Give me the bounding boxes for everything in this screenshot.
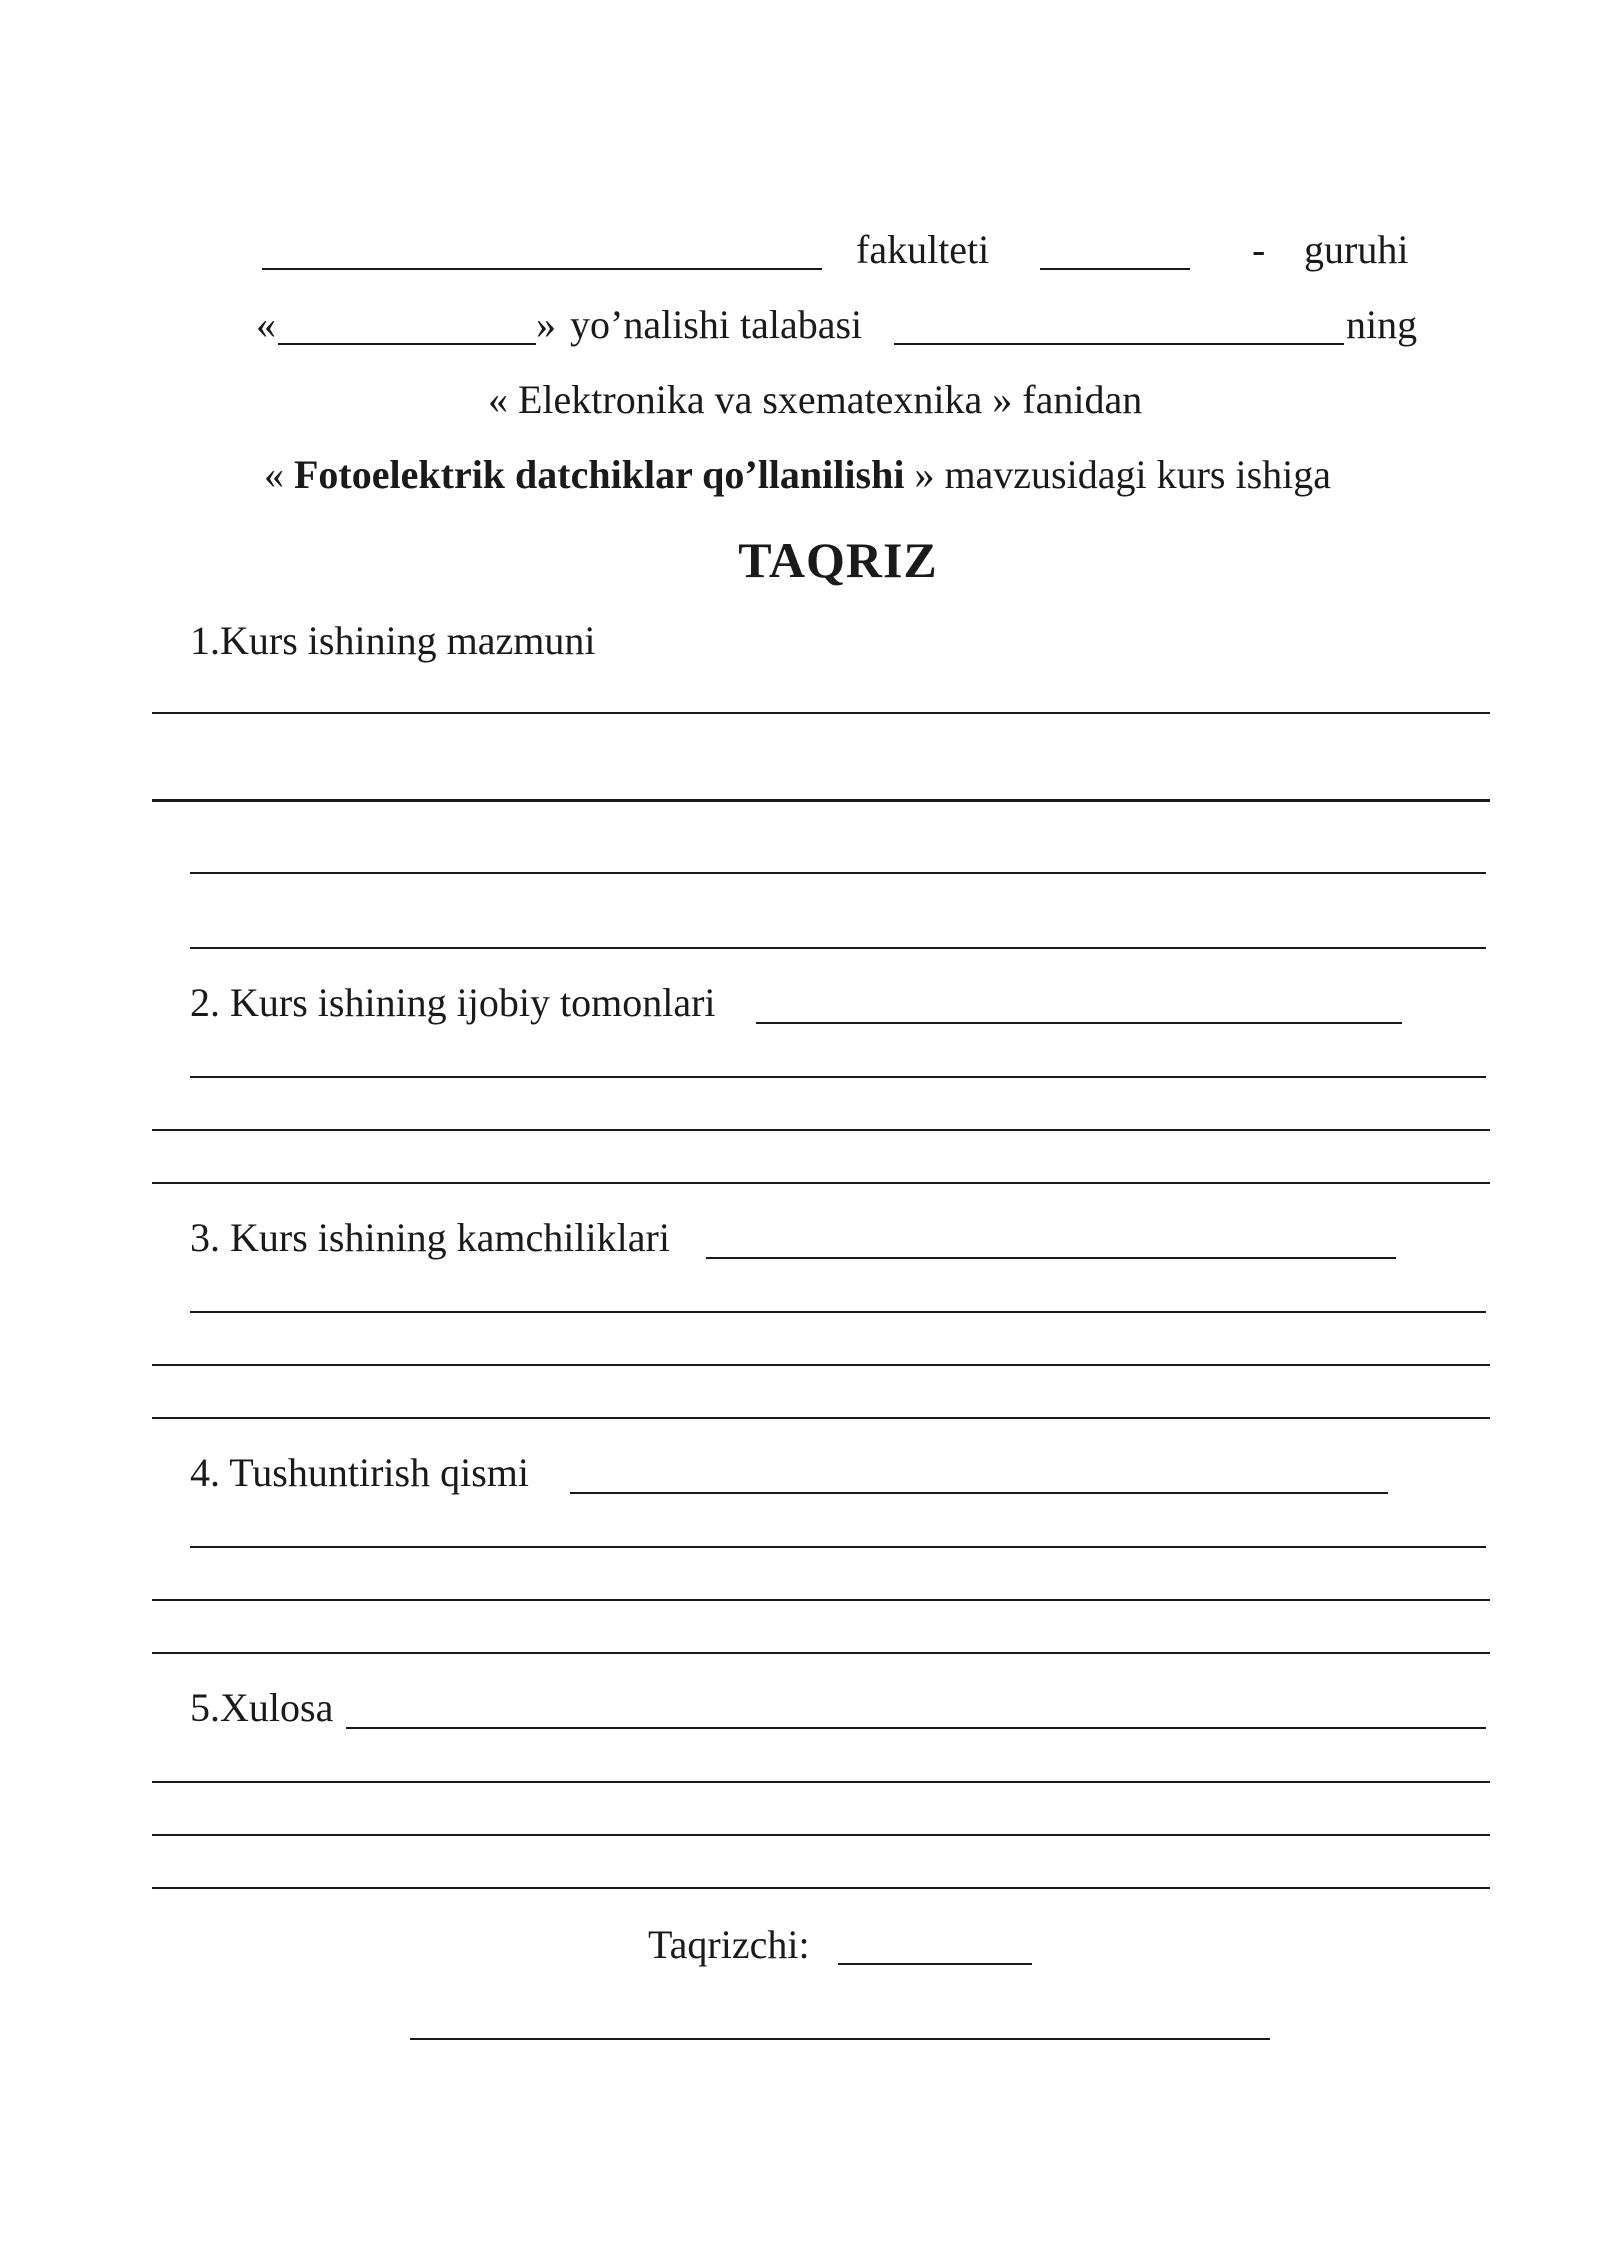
answer-line[interactable] (190, 1076, 1486, 1078)
reviewer-name-blank[interactable] (410, 2038, 1270, 2040)
group-dash: - (1252, 227, 1266, 272)
topic-rest: » mavzusidagi kurs ishiga (914, 452, 1332, 497)
answer-line[interactable] (152, 1182, 1490, 1184)
answer-line[interactable] (152, 1364, 1490, 1366)
answer-line[interactable] (152, 799, 1490, 802)
answer-line[interactable] (706, 1257, 1396, 1259)
student-name-blank (894, 343, 1344, 345)
answer-line[interactable] (152, 1834, 1490, 1836)
answer-line[interactable] (152, 1652, 1490, 1654)
topic-line (264, 451, 1331, 499)
section-5-label: 5.Xulosa (190, 1685, 334, 1730)
subject-line: « Elektronika va sxematexnika » fanidan (488, 377, 1143, 422)
reviewer-label: Taqrizchi: (648, 1922, 810, 1967)
faculty-blank (262, 268, 822, 270)
section-3-label: 3. Kurs ishining kamchiliklari (190, 1215, 670, 1260)
answer-line[interactable] (570, 1492, 1388, 1494)
faculty-label: fakulteti (856, 227, 990, 272)
answer-line[interactable] (190, 1546, 1486, 1548)
section-4-label: 4. Tushuntirish qismi (190, 1450, 530, 1495)
direction-blank (278, 343, 536, 345)
topic-open-quote: « (264, 452, 284, 497)
direction-close-quote: » (536, 302, 556, 347)
page-title: TAQRIZ (738, 532, 938, 588)
answer-line[interactable] (152, 1599, 1490, 1601)
answer-line[interactable] (152, 1887, 1490, 1889)
answer-line[interactable] (190, 1311, 1486, 1313)
group-blank (1040, 268, 1190, 270)
answer-line[interactable] (756, 1022, 1402, 1024)
answer-line[interactable] (190, 947, 1486, 949)
section-2-label: 2. Kurs ishining ijobiy tomonlari (190, 980, 716, 1025)
answer-line[interactable] (190, 872, 1486, 874)
group-label: guruhi (1304, 227, 1409, 272)
ning-suffix: ning (1346, 302, 1418, 347)
direction-label: yo’nalishi talabasi (570, 302, 863, 347)
answer-line[interactable] (152, 712, 1490, 714)
answer-line[interactable] (152, 1781, 1490, 1783)
answer-line[interactable] (152, 1417, 1490, 1419)
reviewer-signature-blank[interactable] (838, 1963, 1032, 1965)
section-1-label: 1.Kurs ishining mazmuni (190, 618, 596, 663)
answer-line[interactable] (346, 1727, 1486, 1729)
topic-title: Fotoelektrik datchiklar qo’llanilishi (294, 452, 905, 497)
direction-open-quote: « (256, 302, 276, 347)
answer-line[interactable] (152, 1129, 1490, 1131)
